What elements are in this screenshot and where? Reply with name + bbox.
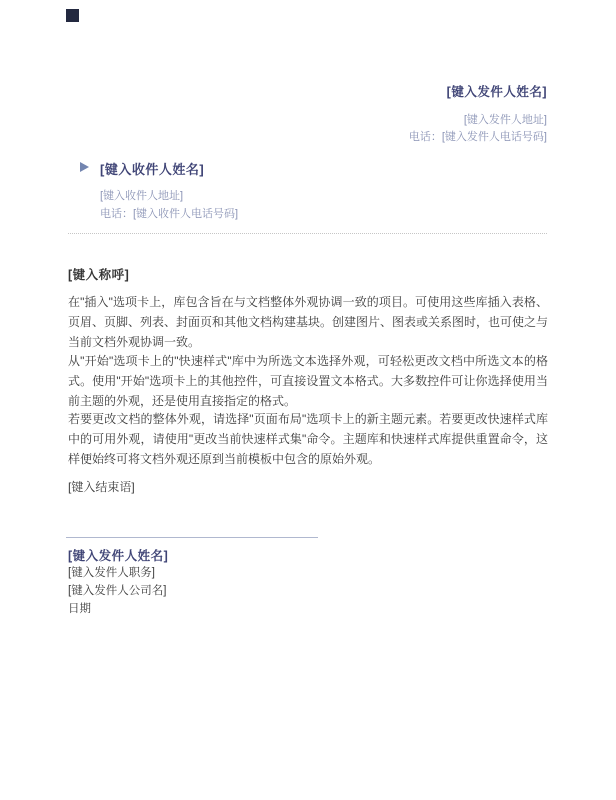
recipient-name-placeholder[interactable]: [键入收件人姓名]	[100, 162, 205, 177]
recipient-arrow-icon	[80, 162, 89, 172]
signature-title-placeholder[interactable]: [键入发件人职务]	[68, 567, 155, 579]
dotted-divider	[68, 233, 547, 234]
body-paragraph-3: 若要更改文档的整体外观，请选择"页面布局"选项卡上的新主题元素。若要更改快速样式库中的可用外观，请使用"更改当前快速样式集"命令。主题库和快速样式库提供重置命令，这样便始终可将文档外观还原到当前模板中包含的原始外观。	[68, 412, 548, 466]
signature-date-placeholder[interactable]: 日期	[68, 603, 91, 615]
recipient-address-placeholder[interactable]: [键入收件人地址]	[100, 190, 184, 202]
sender-address-placeholder[interactable]: [键入发件人地址]	[463, 114, 547, 126]
corner-square-decoration	[66, 9, 79, 22]
body-paragraph-2: 从"开始"选项卡上的"快速样式"库中为所选文本选择外观，可轻松更改文档中所选文本的格式。使用"开始"选项卡上的其他控件，可直接设置文本格式。大多数控件可让你选择使用当前主题的外观，还是使用直接指定的格式。	[68, 354, 548, 408]
sender-phone-placeholder[interactable]: 电话：[键入发件人电话号码]	[408, 131, 547, 143]
signature-name-placeholder[interactable]: [键入发件人姓名]	[68, 549, 169, 563]
signature-divider	[66, 537, 318, 538]
salutation-placeholder[interactable]: [键入称呼]	[68, 268, 130, 282]
closing-placeholder[interactable]: [键入结束语]	[68, 480, 135, 494]
body-paragraph-1: 在"插入"选项卡上，库包含旨在与文档整体外观协调一致的项目。可使用这些库插入表格、页眉、页脚、列表、封面页和其他文档构建基块。创建图片、图表或关系图时，也可使之与当前文档外观协调一致。	[68, 295, 549, 349]
sender-name-placeholder[interactable]: [键入发件人姓名]	[446, 85, 547, 99]
signature-company-placeholder[interactable]: [键入发件人公司名]	[68, 585, 167, 597]
recipient-phone-placeholder[interactable]: 电话：[键入收件人电话号码]	[100, 208, 239, 220]
